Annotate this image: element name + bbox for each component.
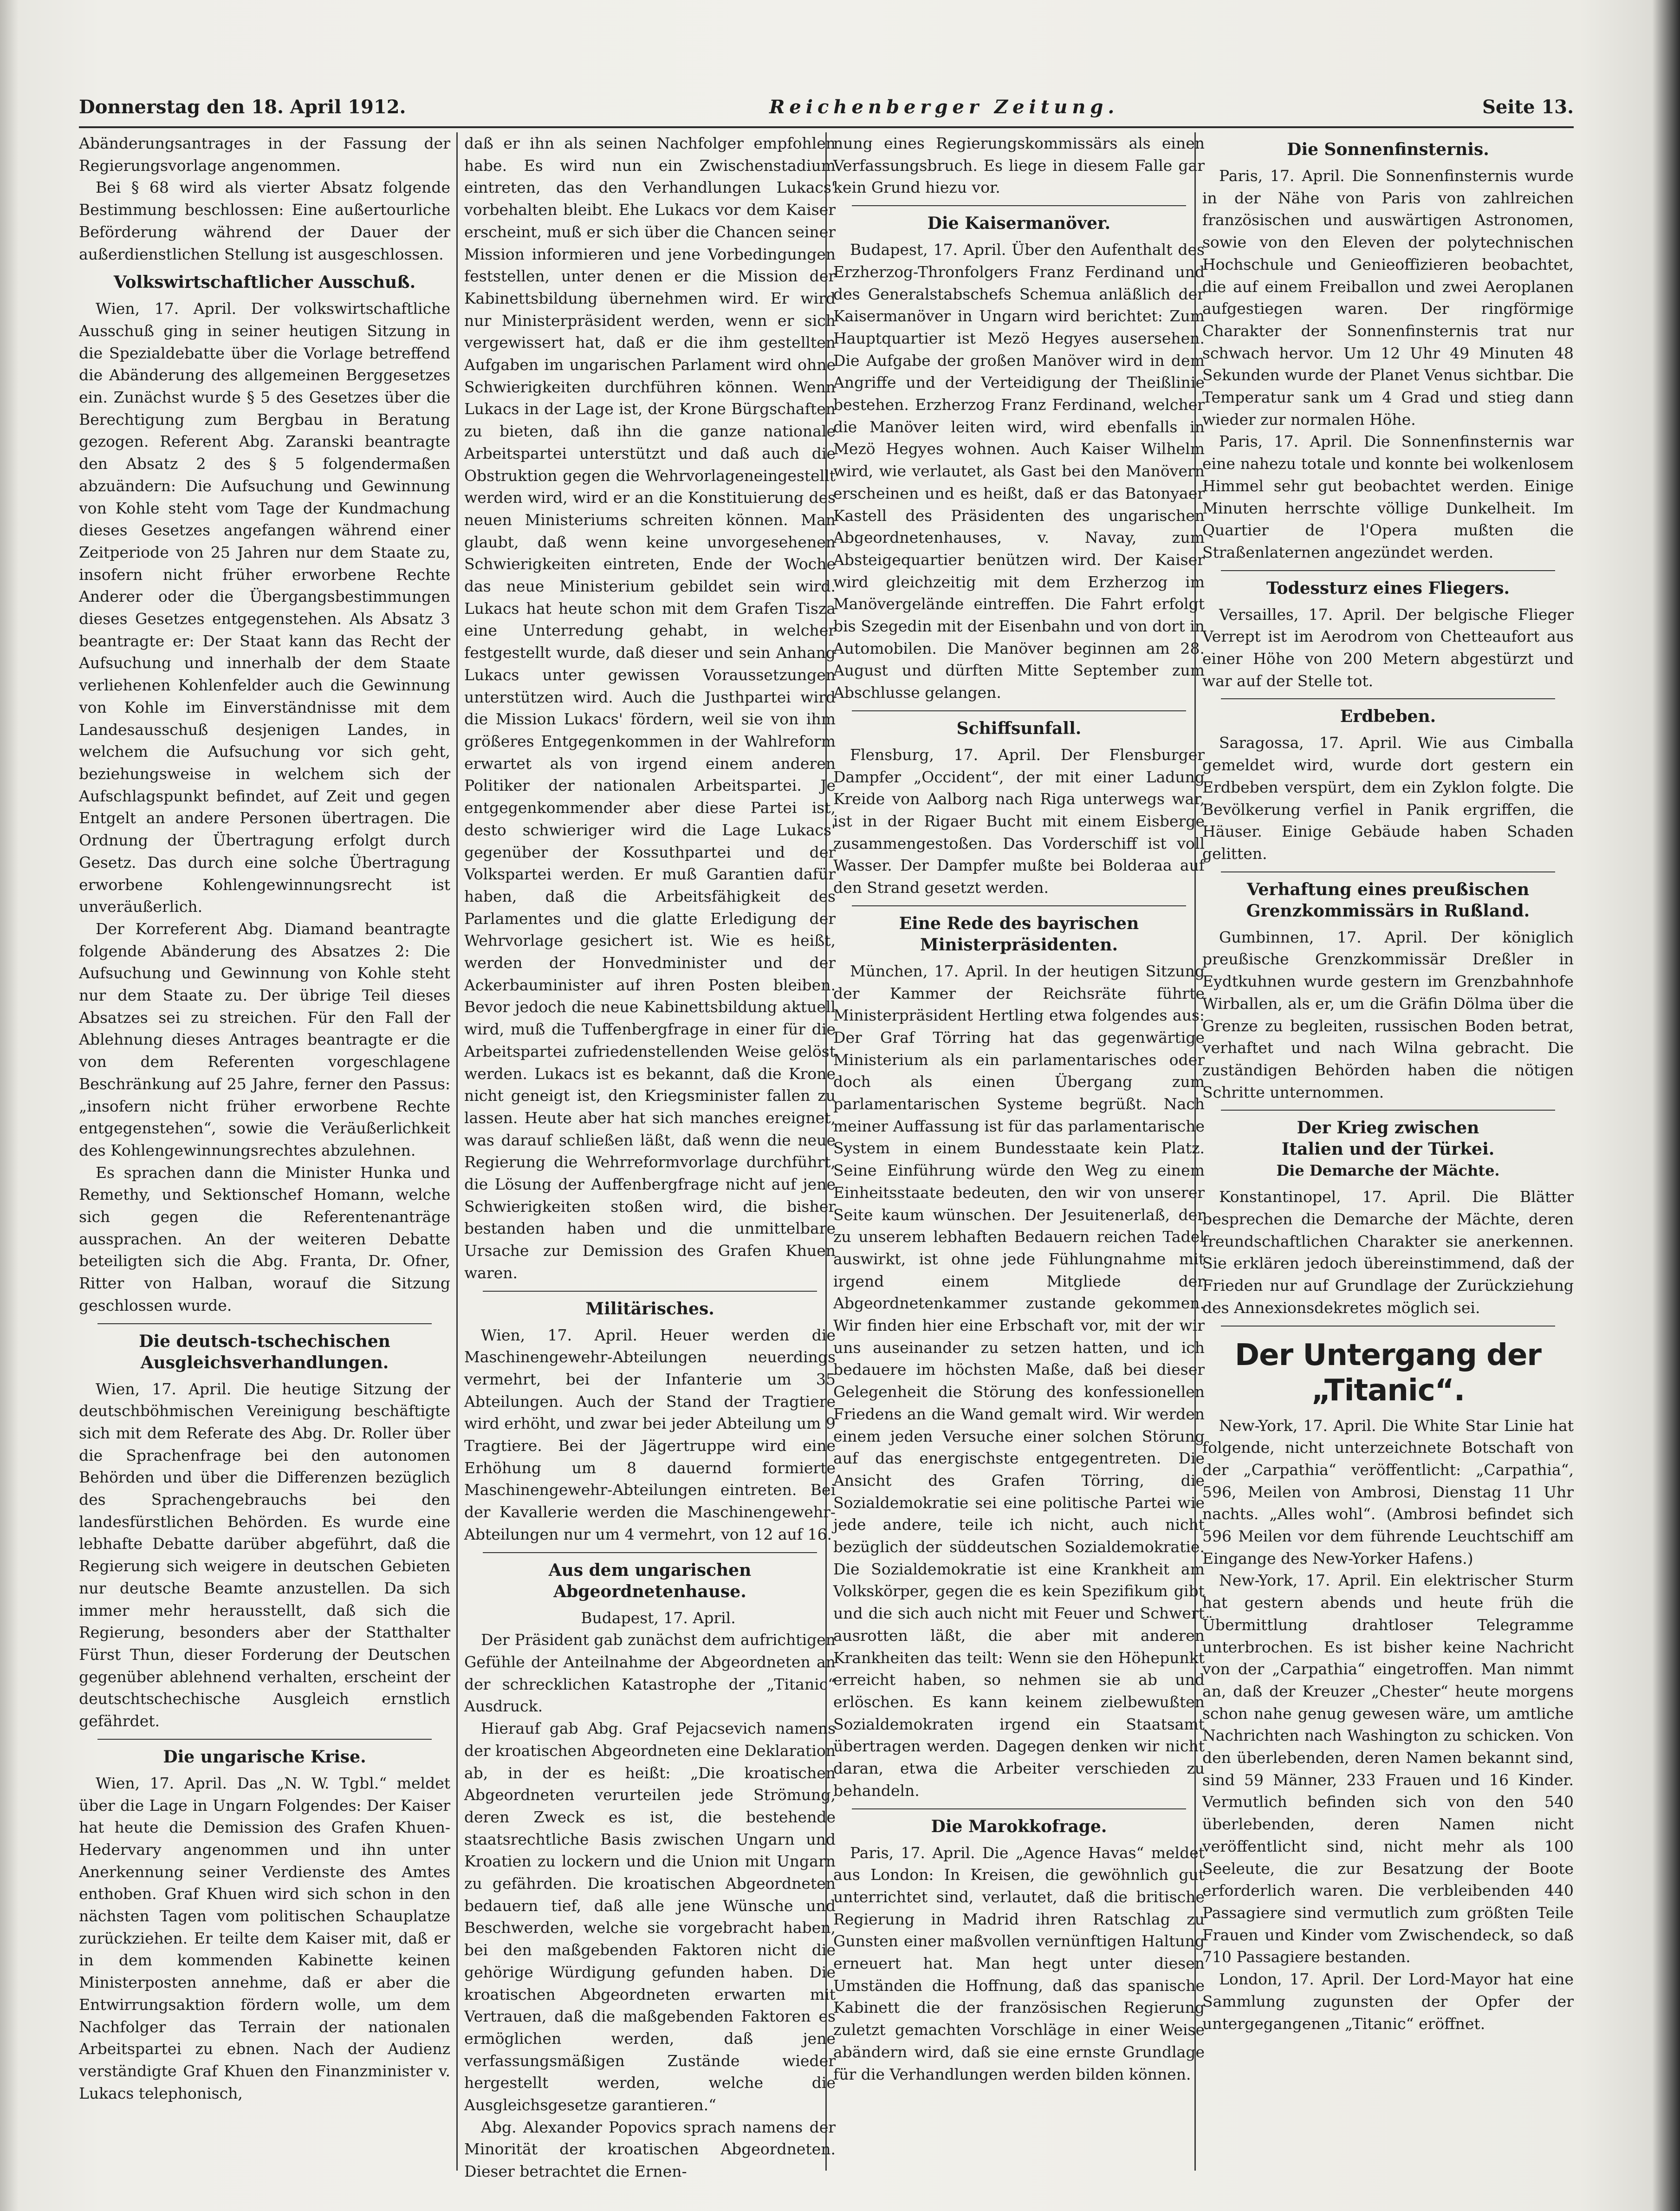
article-paragraph: Saragossa, 17. April. Wie aus Cimballa gemeldet wird, wurde dort gestern ein Erdbeben verspürt, dem ein Zyklon folgte. Die Bevölkerung verfiel in Panik ergriffen, die Häuser. Einige Gebäude haben Schaden gelitten. <box>1202 734 1574 863</box>
article-paragraph: Flensburg, 17. April. Der Flensburger Dampfer „Occident“, der mit einer Ladung Kreide von Aalborg nach Riga unterwegs war, ist in der Rigaer Bucht mit einem Eisberge zusammengestoßen. Das Vorderschiff ist voll Wasser. Der Dampfer mußte bei Bolderaa auf den Strand gesetzt werden. <box>833 745 1205 897</box>
article-paragraph: Der Präsident gab zunächst dem aufrichtigen Gefühle der Anteilnahme der Abgeordneten an der schrecklichen Katastrophe der „Titanic“ Ausdruck. <box>464 1631 836 1716</box>
article-paragraph: daß er ihn als seinen Nachfolger empfohlen habe. Es wird nun ein Zwischenstadium eintreten, das den Verhandlungen Lukacs' vorbehalten bleibt. Ehe Lukacs vor dem Kaiser erscheint, muß er sich über die Chancen seiner Mission informieren und jene Vorbedingungen feststellen, unter denen er die Mission der Kabinettsbildung übernehmen wird. Er wird nur Ministerpräsident werden, wenn er sich vergewissert hat, daß er die ihm gestellten Aufgaben im ungarischen Parlament wird ohne Schwierigkeiten durchführen können. Wenn Lukacs in der Lage ist, der Krone Bürgschaften zu bieten, daß ihn die ganze nationale Arbeitspartei unterstützt und daß auch die Obstruktion gegen die Wehrvorlageneingestellt werden wird, wird er an die Konstituierung des neuen Ministeriums schreiten können. Man glaubt, daß wenn keine unvorgesehenen Schwierigkeiten eintreten, Ende der Woche das neue Ministerium gebildet sein wird. Lukacs hat heute schon mit dem Grafen Tisza eine Unterredung gehabt, in welcher festgestellt wurde, daß dieser und sein Anhang Lukacs unter gewissen Voraussetzungen unterstützen wird. Auch die Justhpartei wird die Mission Lukacs' fördern, weil sie von ihm größeres Entgegenkommen in der Wahlreform erwartet als von irgend einem anderen Politiker der nationalen Arbeitspartei. Je entgegenkommender aber diese Partei ist, desto schwieriger wird die Lage Lukacs' gegenüber der Kossuthpartei und der Volkspartei werden. Er muß Garantien dafür haben, daß die Arbeitsfähigkeit des Parlamentes und die glatte Erledigung der Wehrvorlage gesichert ist. Wie es heißt, werden der Honvedminister und der Ackerbauminister auf ihren Posten bleiben. Bevor jedoch die neue Kabinettsbildung aktuell wird, muß die Tuffenbergfrage in einer für die Arbeitspartei zufriedenstellenden Weise gelöst werden. Lukacs ist es bekannt, daß die Krone nicht geneigt ist, den Kriegsminister fallen zu lassen. Heute aber hat sich manches ereignet, was darauf schließen läßt, daß wenn die neue Regierung die Wehrreformvorlage durchführt, die Lösung der Auffenbergfrage nicht auf jene Schwierigkeiten stoßen wird, die bisher bestanden haben und die unmittelbare Ursache zur Demission des Grafen Khuen waren. <box>464 134 836 1282</box>
headline-line: Der Krieg zwischen <box>1297 1118 1479 1138</box>
section-rule <box>1221 570 1555 571</box>
headline-line: Die deutsch-tschechischen <box>139 1331 390 1351</box>
column-divider <box>456 132 458 2171</box>
article-headline: Die Marokkofrage. <box>931 1816 1107 1836</box>
article-headline: Die Sonnenfinsternis. <box>1287 140 1489 159</box>
page-header <box>79 91 1574 123</box>
article-paragraph: Gumbinnen, 17. April. Der königlich preußische Grenzkommissär Dreßler in Eydtkuhnen wurde gestern im Grenzbahnhofe Wirballen, als er, um die Gräfin Dölma über die Grenze zu begleiten, russischen Boden betrat, verhaftet und nach Wilna gebracht. Die zuständigen Behörden haben die nötigen Schritte unternommen. <box>1202 928 1574 1101</box>
column-3 <box>833 132 1205 2171</box>
section-rule <box>97 1739 432 1740</box>
article-headline: Erdbeben. <box>1340 707 1436 727</box>
article-paragraph: Versailles, 17. April. Der belgische Flieger Verrept ist im Aerodrom von Chetteaufort aus einer Höhe von 200 Metern abgestürzt und war auf der Stelle tot. <box>1202 605 1574 690</box>
section-rule <box>1221 1326 1555 1327</box>
article-paragraph: Hierauf gab Abg. Graf Pejacsevich namens der kroatischen Abgeordneten eine Deklaration ab, in der es heißt: „Die kroatischen Abgeordneten verurteilen jede Strömung, deren Zweck es ist, die bestehende staatsrechtliche Basis zwischen Ungarn und Kroatien zu lockern und die Union mit Ungarn zu gefährden. Die kroatischen Abgeordneten bedauern tief, daß alle jene Wünsche und Beschwerden, welche sie vorgebracht haben, bei den maßgebenden Faktoren nicht die gehörige Würdigung gefunden haben. Die kroatischen Abgeordneten erwarten mit Vertrauen, daß die maßgebenden Faktoren es ermöglichen werden, daß jene verfassungsmäßigen Zustände wieder hergestellt werden, welche die Ausgleichsgesetze garantieren.“ <box>464 1719 836 2114</box>
header-page-number: Seite 13. <box>1482 96 1574 118</box>
article-paragraph: Konstantinopel, 17. April. Die Blätter besprechen die Demarche der Mächte, deren freundschaftlichen Charakter sie anerkennen. Sie erklären jedoch übereinstimmend, daß der Frieden nur auf Grundlage der Zurückziehung des Annexionsdekretes möglich sei. <box>1202 1188 1574 1317</box>
section-rule <box>852 710 1186 711</box>
section-rule <box>1221 871 1555 872</box>
titanic-headline: Der Untergang der „Titanic“. <box>1235 1338 1541 1408</box>
article-paragraph: Wien, 17. April. Der volkswirtschaftliche Ausschuß ging in seiner heutigen Sitzung in die Spezialdebatte über die Vorlage betreffend die Abänderung des allgemeinen Berggesetzes ein. Zunächst wurde § 5 des Gesetzes über die Berechtigung zum Bergbau in Beratung gezogen. Referent Abg. Zaranski beantragte den Absatz 2 des § 5 folgendermaßen abzuändern: Die Aufsuchung und Gewinnung von Kohle steht vom Tage der Kundmachung dieses Gesetzes angefangen während einer Zeitperiode von 25 Jahren nur dem Staate zu, insofern nicht früher erworbene Rechte Anderer oder die Übergangsbestimmungen dieses Gesetzes entgegenstehen. Als Absatz 3 beantragte er: Der Staat kann das Recht der Aufsuchung und innerhalb der dem Staate verliehenen Kohlenfelder auch die Gewinnung von Kohle im Einverständnisse mit dem Landesausschuß desjenigen Landes, in welchem die Aufsuchung vor sich geht, beziehungsweise in welchem sich der Aufschlagspunkt befindet, auf Zeit und gegen Entgelt an andere Personen übertragen. Die Ordnung der Übertragung erfolgt durch Gesetz. Das durch eine solche Übertragung erworbene Kohlengewinnungsrecht ist unveräußerlich. <box>79 299 450 916</box>
column-1 <box>79 132 450 2171</box>
article-paragraph: München, 17. April. In der heutigen Sitzung der Kammer der Reichsräte führte Ministerpräsident Hertling etwa folgendes aus: Der Graf Törring hat das gegenwärtige Ministerium als ein parlamentarisches oder doch als einen Übergang zum parlamentarischen Systeme begrüßt. Nach meiner Auffassung ist für das parlamentarische System in einem Bundesstaate kein Platz. Seine Einführung würde den Weg zu einem Einheitsstaate bedeuten, den wir von unserer Seite kaum wünschen. Der Jesuitenerlaß, der zu unserem lebhaften Bedauern reichen Tadel auswirkt, ist ohne jede Fühlungnahme mit irgend einem Mitgliede der Abgeordnetenkammer zustande gekommen. Wir finden hier eine Erbschaft vor, mit der wir uns auseinander zu setzen hatten, und ich bedauere im höchsten Maße, daß bei dieser Gelegenheit die Störung des konfessionellen Friedens an die Wand gemalt wird. Wir werden einem jeden Versuche einer solchen Störung auf das energischste entgegentreten. Die Ansicht des Grafen Törring, die Sozialdemokratie sei eine politische Partei wie jede andere, teile ich nicht, auch nicht bezüglich der süddeutschen Sozialdemokratie. Die Sozialdemokratie ist eine Krankheit am Volkskörper, gegen die es kein Spezifikum gibt und die sich auch nicht mit Feuer und Schwert ausrotten läßt, die aber mit anderen Krankheiten das teilt: Wenn sie den Höhepunkt erreicht haben, so nehmen sie ab und erlöschen. Es kann keinem zielbewußten Sozialdemokraten irgend ein Staatsamt übertragen werden. Dagegen denken wir nicht daran, etwa die Arbeiter verschieden zu behandeln. <box>833 962 1205 1800</box>
article-paragraph: Abg. Alexander Popovics sprach namens der Minorität der kroatischen Abgeordneten. Dieser betrachtet die Ernen- <box>464 2118 836 2181</box>
article-headline: Schiffsunfall. <box>956 718 1082 738</box>
headline-line: Eine Rede des bayrischen <box>899 913 1139 933</box>
article-paragraph: Wien, 17. April. Heuer werden die Maschinengewehr-Abteilungen neuerdings vermehrt, bei der Infanterie um 35 Abteilungen. Auch der Stand der Tragtiere wird erhöht, und zwar bei jeder Abteilung um 9 Tragtiere. Bei der Jägertruppe wird eine Erhöhung um 8 dauernd formierte Maschinengewehr-Abteilungen eintreten. Bei der Kavallerie werden die Maschinengewehr-Abteilungen nur um 4 vermehrt, von 12 auf 16. <box>464 1326 836 1543</box>
headline-line: Ministerpräsidenten. <box>920 935 1118 955</box>
header-masthead: Reichenberger Zeitung. <box>769 96 1119 118</box>
section-rule <box>1221 698 1555 699</box>
section-rule <box>852 905 1186 906</box>
article-paragraph: Bei § 68 wird als vierter Absatz folgende Bestimmung beschlossen: Eine außertourliche Beförderung während der Dauer der außerdienstlichen Stellung ist ausgeschlossen. <box>79 178 450 263</box>
article-paragraph: Paris, 17. April. Die Sonnenfinsternis war eine nahezu totale und konnte bei wolkenlosem Himmel sehr gut beobachtet werden. Einige Minuten herrschte völlige Dunkelheit. Im Quartier de l'Opera mußten die Straßenlaternen angezündet werden. <box>1202 432 1574 561</box>
article-paragraph: Paris, 17. April. Die „Agence Havas“ meldet aus London: In Kreisen, die gewöhnlich gut unterrichtet sind, verlautet, daß die britische Regierung in Madrid ihren Ratschlag zu Gunsten einer maßvollen vernünftigen Haltung erneuert hat. Man hegt unter diesen Umständen die Hoffnung, daß das spanische Kabinett die der französischen Regierung zuletzt gemachten Vorschläge in einer Weise abändern wird, daß sie eine ernste Grundlage für die Verhandlungen werden bilden können. <box>833 1843 1205 2083</box>
header-rule <box>79 126 1574 128</box>
column-4 <box>1202 132 1574 2171</box>
section-rule <box>97 1323 432 1324</box>
article-paragraph: Der Korreferent Abg. Diamand beantragte folgende Abänderung des Absatzes 2: Die Aufsuchung und Gewinnung von Kohle steht nur dem Staate zu. Der übrige Teil dieses Absatzes sei zu streichen. Für den Fall der Ablehnung dieses Antrages beantragte er die von dem Referenten vorgeschlagene Beschränkung auf 25 Jahre, ferner den Passus: „insofern nicht früher erworbene Rechte entgegenstehen“, sowie die Veräußerlichkeit des Kohlengewinnungsrechtes abzulehnen. <box>79 919 450 1159</box>
article-paragraph: Es sprachen dann die Minister Hunka und Remethy, und Sektionschef Homann, welche sich gegen die Referentenanträge aussprachen. An der weiteren Debatte beteiligten sich die Abg. Franta, Dr. Ofner, Ritter von Halban, worauf die Sitzung geschlossen wurde. <box>79 1163 450 1314</box>
article-paragraph: nung eines Regierungskommissärs als einen Verfassungsbruch. Es liege in diesem Falle gar kein Grund hiezu vor. <box>833 134 1205 197</box>
headline-subline: Die Demarche der Mächte. <box>1276 1162 1500 1180</box>
article-headline: Militärisches. <box>585 1299 714 1319</box>
scan-right-edge <box>1652 0 1680 2211</box>
article-paragraph: Wien, 17. April. Die heutige Sitzung der deutschböhmischen Vereinigung beschäftigte sich mit dem Referate des Abg. Dr. Roller über die Sprachenfrage bei den autonomen Behörden und über die Differenzen bezüglich des Sprachengebrauchs bei den landesfürstlichen Behörden. Es wurde eine lebhafte Debatte darüber abgeführt, daß die Regierung sich weigere in deutschen Gebieten nur deutsche Beamte anzustellen. Da sich immer mehr herausstellt, daß sich die Regierung, besonders aber der Statthalter Fürst Thun, dieser Forderung der Deutschen gegenüber ablehnend verhalten, erscheint der deutschtschechische Ausgleich ernstlich gefährdet. <box>79 1379 450 1730</box>
article-headline <box>1202 879 1574 922</box>
article-paragraph: Budapest, 17. April. Über den Aufenthalt des Erzherzog-Thronfolgers Franz Ferdinand und des Generalstabschefs Schemua anläßlich der Kaisermanöver in Ungarn wird berichtet: Zum Hauptquartier ist Mezö Hegyes ausersehen. Die Aufgabe der großen Manöver wird in dem Angriffe und der Verteidigung der Theißlinie bestehen. Erzherzog Franz Ferdinand, welcher die Manöver leiten wird, wird ebenfalls in Mezö Hegyes wohnen. Auch Kaiser Wilhelm wird, wie verlautet, als Gast bei den Manövern erscheinen und es heißt, daß er das Batonyaer Kastell des Präsidenten des ungarischen Abgeordnetenhauses, v. Navay, zum Absteigequartier benützen wird. Der Kaiser wird gleichzeitig mit dem Erzherzog im Manövergelände eintreffen. Die Fahrt erfolgt bis Szegedin mit der Eisenbahn und von dort in Automobilen. Die Manöver beginnen am 28. August und dürften Mitte September zum Abschlusse gelangen. <box>833 241 1205 702</box>
article-headline: Todessturz eines Fliegers. <box>1266 578 1510 598</box>
scan-left-edge <box>0 0 19 2211</box>
headline-line: Italien und der Türkei. <box>1281 1139 1495 1159</box>
article-headline: Die ungarische Krise. <box>163 1747 366 1767</box>
article-paragraph: New-York, 17. April. Die White Star Linie hat folgende, nicht unterzeichnete Botschaft von der „Carpathia“ veröffentlicht: „Carpathia“, 596, Meilen von Ambrosi, Dienstag 11 Uhr nachts. „Alles wohl“. (Ambrosi befindet sich 596 Meilen vor dem führende Leuchtschiff am Eingange des New-Yorker Hafens.) <box>1202 1416 1574 1567</box>
article-headline: Volkswirtschaftlicher Ausschuß. <box>113 273 416 293</box>
article-headline <box>79 1331 450 1373</box>
headline-line: Ausgleichsverhandlungen. <box>140 1353 389 1372</box>
section-rule <box>1221 1110 1555 1111</box>
section-rule <box>852 205 1186 206</box>
article-headline: Aus dem ungarischen Abgeordnetenhause. <box>548 1560 752 1601</box>
section-rule <box>483 1552 817 1553</box>
section-rule <box>852 1808 1186 1809</box>
headline-line: Grenzkommissärs in Rußland. <box>1246 901 1530 921</box>
article-headline <box>1202 1117 1574 1181</box>
article-paragraph: Wien, 17. April. Das „N. W. Tgbl.“ meldet über die Lage in Ungarn Folgendes: Der Kaiser hat heute die Demission des Grafen Khuen-Hedervary angenommen und ihn unter Anerkennung seiner Verdienste des Amtes enthoben. Graf Khuen wird sich schon in den nächsten Tagen vom politischen Schauplatze zurückziehen. Er teilte dem Kaiser mit, daß er in dem kommenden Kabinette keinen Ministerposten annehme, daß er aber die Entwirrungsaktion fördern wolle, um dem Nachfolger das Terrain der nationalen Arbeitspartei zu ebnen. Nach der Audienz verständigte Graf Khuen den Finanzminister v. Lukacs telephonisch, <box>79 1774 450 2102</box>
article-dateline: Budapest, 17. April. <box>581 1608 736 1627</box>
article-paragraph: London, 17. April. Der Lord-Mayor hat eine Sammlung zugunsten der Opfer der untergegangenen „Titanic“ eröffnet. <box>1202 1970 1574 2033</box>
headline-line: Verhaftung eines preußischen <box>1246 879 1530 899</box>
article-paragraph: New-York, 17. April. Ein elektrischer Sturm hat gestern abends und heute früh die Übermittlung drahtloser Telegramme unterbrochen. Es ist bisher keine Nachricht von der „Carpathia“ eingetroffen. Man nimmt an, daß der Kreuzer „Chester“ heute morgens schon nahe genug gewesen wäre, um amtliche Nachrichten nach Washington zu schicken. Von den überlebenden, deren Namen bekannt sind, sind 59 Männer, 233 Frauen und 16 Kinder. Vermutlich befinden sich von den 540 überlebenden, deren Namen nicht veröffentlicht sind, nicht mehr als 100 Seeleute, die zur Besatzung der Boote erforderlich waren. Die verbleibenden 440 Passagiere sind vermutlich zum größten Teile Frauen und Kinder vom Zwischendeck, so daß 710 Passagiere bestanden. <box>1202 1571 1574 1966</box>
header-date: Donnerstag den 18. April 1912. <box>79 96 406 118</box>
article-headline: Die Kaisermanöver. <box>927 214 1111 234</box>
article-headline <box>833 913 1205 956</box>
column-2 <box>464 132 836 2181</box>
section-rule <box>483 1291 817 1292</box>
article-paragraph: Paris, 17. April. Die Sonnenfinsternis wurde in der Nähe von Paris von zahlreichen französischen und auswärtigen Astronomen, sowie von den Eleven der polytechnischen Hochschule und Genieoffizieren beobachtet, die auf einem Freiballon und zwei Aeroplanen aufgestiegen waren. Der ringförmige Charakter der Sonnenfinsternis trat nur schwach hervor. Um 12 Uhr 49 Minuten 48 Sekunden wurde der Planet Venus sichtbar. Die Temperatur sank um 4 Grad und stieg dann wieder zur normalen Höhe. <box>1202 167 1574 429</box>
article-paragraph: Abänderungsantrages in der Fassung der Regierungsvorlage angenommen. <box>79 134 450 175</box>
